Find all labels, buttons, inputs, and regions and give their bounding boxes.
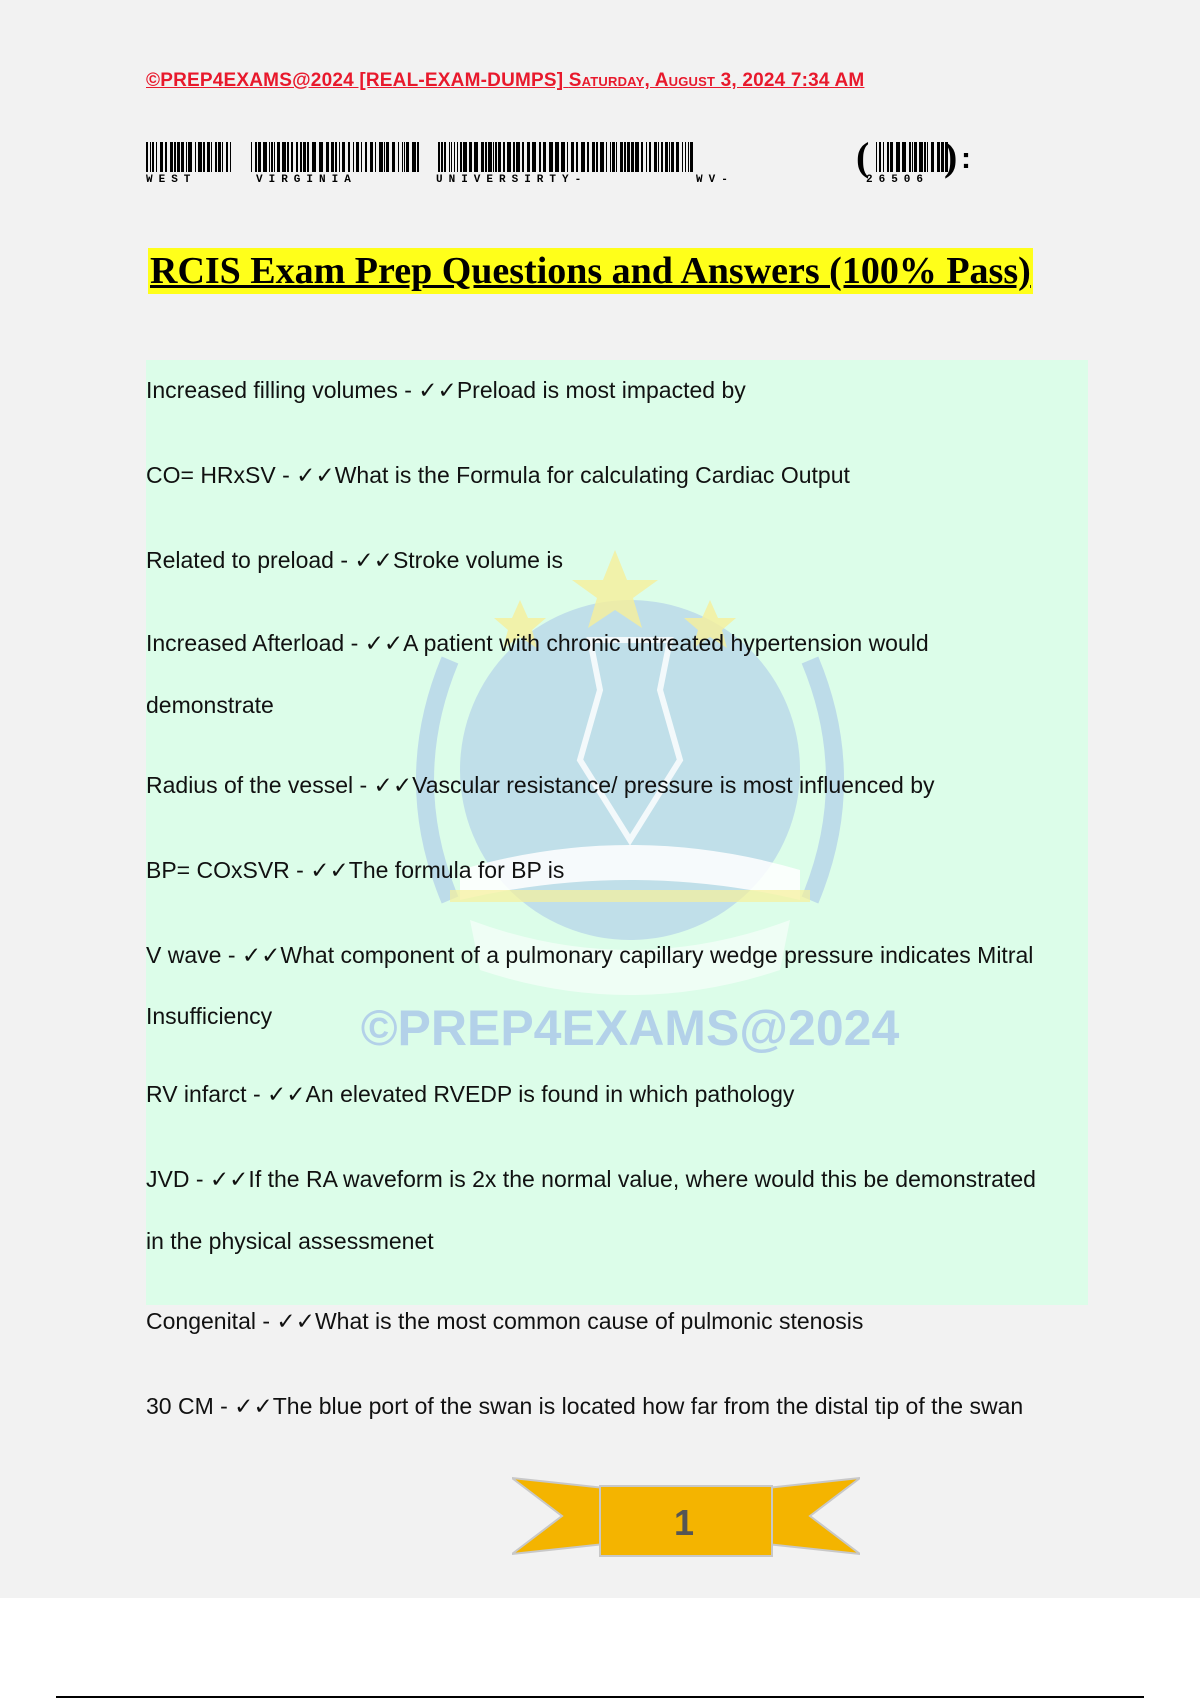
barcode-word-1: WEST xyxy=(146,174,197,186)
document-title: RCIS Exam Prep Questions and Answers (100% Pass) xyxy=(150,250,1031,292)
bottom-rule xyxy=(56,1696,1144,1698)
qa-line: Increased Afterload - ✓✓A patient with chronic untreated hypertension would xyxy=(146,630,929,656)
svg-text::: : xyxy=(961,142,971,175)
barcode-word-4: WV- xyxy=(696,174,734,186)
barcode-word-3: UNIVERSIRTY- xyxy=(436,174,588,186)
qa-line: CO= HRxSV - ✓✓What is the Formula for calculating Cardiac Output xyxy=(146,462,850,488)
header-date: Saturday, August 3, 2024 7:34 AM xyxy=(568,70,865,91)
qa-line: V wave - ✓✓What component of a pulmonary capillary wedge pressure indicates Mitral xyxy=(146,942,1034,968)
barcode-word-2: VIRGINIA xyxy=(256,174,357,186)
qa-line: 30 CM - ✓✓The blue port of the swan is located how far from the distal tip of the swan xyxy=(146,1393,1024,1419)
page-number: 1 xyxy=(673,1502,695,1543)
qa-line: Congenital - ✓✓What is the most common cause of pulmonic stenosis xyxy=(146,1308,864,1334)
qa-line: JVD - ✓✓If the RA waveform is 2x the normal value, where would this be demonstrated xyxy=(146,1166,1036,1192)
qa-line: RV infarct - ✓✓An elevated RVEDP is found in which pathology xyxy=(146,1081,795,1107)
svg-text:(: ( xyxy=(856,140,870,179)
qa-line: Radius of the vessel - ✓✓Vascular resistance/ pressure is most influenced by xyxy=(146,772,935,798)
header-stamp: ©PREP4EXAMS@2024 [REAL-EXAM-DUMPS] xyxy=(146,70,564,91)
qa-line: BP= COxSVR - ✓✓The formula for BP is xyxy=(146,857,565,883)
watermark-text: ©PREP4EXAMS@2024 xyxy=(360,1000,900,1056)
qa-line: Increased filling volumes - ✓✓Preload is most impacted by xyxy=(146,377,746,403)
header-stamp-line xyxy=(146,70,864,92)
barcode-word-5: 26506 xyxy=(866,174,930,186)
watermark-logo-icon xyxy=(340,540,920,1100)
qa-line: Insufficiency xyxy=(146,1003,273,1029)
qa-line: Related to preload - ✓✓Stroke volume is xyxy=(146,547,563,573)
qa-line: in the physical assessmenet xyxy=(146,1228,434,1254)
svg-text:): ) xyxy=(944,140,958,179)
qa-line: demonstrate xyxy=(146,692,274,718)
